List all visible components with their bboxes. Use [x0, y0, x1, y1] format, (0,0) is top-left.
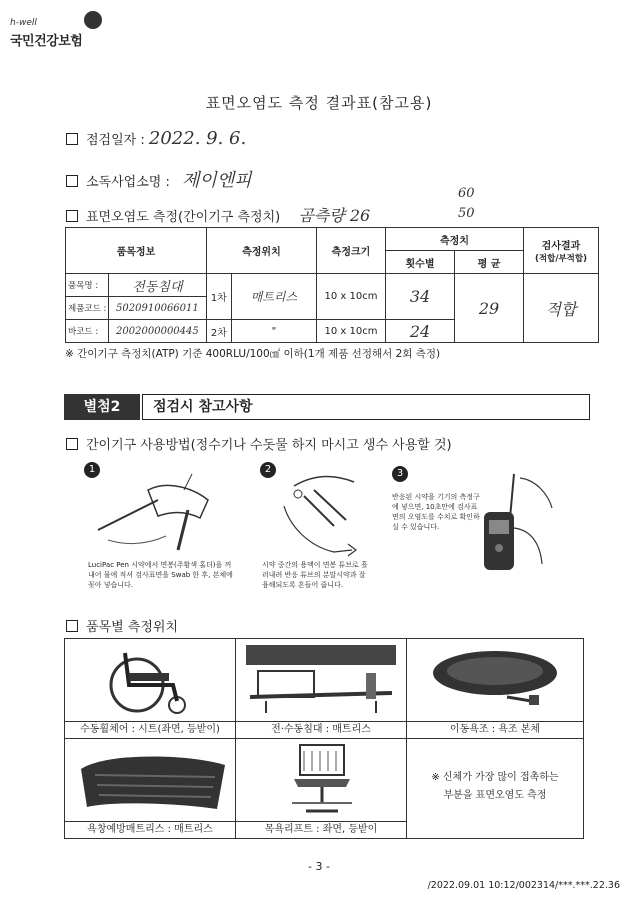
- row1-label: 품목명 :: [66, 274, 109, 297]
- hospital-bed-icon: [236, 639, 406, 721]
- r2-val: 24: [386, 320, 455, 343]
- th-result-main: 검사결과: [541, 241, 581, 252]
- date-value: 2022. 9. 6.: [148, 128, 247, 149]
- checkbox-icon: [66, 175, 78, 187]
- measure-note: 곰측량 26: [298, 206, 371, 225]
- page-title: 표면오염도 측정 결과표(참고용): [205, 94, 433, 112]
- measure-label: 표면오염도 측정(간이기구 측정치): [86, 210, 281, 225]
- checkbox-icon: [66, 620, 78, 632]
- step-2-badge: 2: [260, 462, 276, 478]
- step-3-caption: 반응된 시약을 기기의 측정구에 넣으면, 10초만에 검사표면의 오염도를 수치로 확인하실 수 있습니다.: [392, 493, 480, 531]
- grid-caption-4: 욕창예방매트리스 : 매트리스: [65, 821, 235, 838]
- company-label: 소독사업소명 :: [86, 175, 170, 190]
- bath-lift-icon: [236, 739, 406, 821]
- r2-size: 10 x 10cm: [317, 320, 386, 343]
- swab-hand-illustration: [88, 470, 228, 556]
- grid-caption-2: 전·수동침대 : 매트리스: [236, 721, 406, 738]
- grid-cell-bed: [236, 639, 407, 739]
- row3-label: 바코드 :: [66, 320, 109, 343]
- th-result: [524, 228, 599, 274]
- result-table: [65, 227, 599, 343]
- usage-row: [66, 434, 452, 453]
- company-row: [66, 166, 252, 192]
- r1-loc: 매트리스: [231, 274, 316, 320]
- usage-title: 간이기구 사용방법(정수기나 수돗물 하지 마시고 생수 사용할 것): [86, 438, 452, 453]
- wheelchair-icon: [65, 639, 235, 721]
- shake-illustration: [264, 466, 380, 558]
- page-number: - 3 -: [308, 860, 330, 873]
- grid-note-line2: 부분을 표면오염도 측정: [443, 790, 547, 801]
- portable-tub-icon: [407, 639, 583, 721]
- criteria-note: ※ 간이기구 측정치(ATP) 기준 400RLU/100㎠ 이하(1개 제품 선정해서 2회 측정): [65, 348, 441, 360]
- row3-value: 2002000000445: [109, 320, 207, 343]
- section-tag: 별첨2: [64, 394, 140, 420]
- grid-caption-3: 이동욕조 : 욕조 본체: [407, 721, 583, 738]
- r2-idx: 2차: [206, 320, 231, 343]
- step-1-caption: LuciPac Pen 시약에서 면봉(주황색 홀더)을 꺼내어 물에 적셔 검사표면을 Swab 한 후, 본체에 꽂아 넣습니다.: [88, 561, 233, 589]
- grid-caption-1: 수동휠체어 : 시트(좌면, 등받이): [65, 721, 235, 738]
- th-size: 측정크기: [317, 228, 386, 274]
- grid-caption-5: 목욕리프트 : 좌면, 등받이: [236, 821, 406, 838]
- avg-value: 29: [455, 274, 524, 343]
- position-row: [66, 616, 178, 635]
- th-value: 측정치: [386, 228, 524, 251]
- row1-value: 전동침대: [109, 274, 207, 297]
- step-1-badge: 1: [84, 462, 100, 478]
- r1-idx: 1차: [206, 274, 231, 320]
- row2-value: 5020910066011: [109, 297, 207, 320]
- checkbox-icon: [66, 438, 78, 450]
- step-2-caption: 시약 중간의 용액이 면봉 튜브로 흘러내려 반응 튜브의 분말시약과 잘 융해되도록 흔들어 줍니다.: [262, 561, 368, 589]
- r1-val: 34: [386, 274, 455, 320]
- th-result-sub: (적합/부적합): [535, 254, 587, 264]
- grid-cell-mattress: [65, 739, 236, 839]
- th-product: 품목정보: [66, 228, 207, 274]
- item-grid: [64, 638, 584, 839]
- air-mattress-icon: [65, 739, 235, 821]
- step-3-badge: 3: [392, 466, 408, 482]
- fax-header: /2022.09.01 10:12/002314/***.***.22.36: [427, 880, 620, 891]
- brand-logo-text: 국민건강보험: [10, 34, 83, 49]
- grid-cell-wheelchair: [65, 639, 236, 739]
- grid-note-line1: ※ 신체가 가장 많이 접촉하는: [431, 772, 559, 783]
- grid-cell-lift: [236, 739, 407, 839]
- position-title: 품목별 측정위치: [86, 620, 179, 635]
- th-location: 측정위치: [206, 228, 316, 274]
- r1-size: 10 x 10cm: [317, 274, 386, 320]
- th-each: 횟수별: [386, 251, 455, 274]
- company-value: 제이엔피: [182, 170, 252, 191]
- section-title: 점검시 참고사항: [142, 394, 590, 420]
- measure-row: [66, 203, 370, 226]
- date-label: 점검일자 :: [86, 133, 145, 148]
- brand-small: h-well: [10, 18, 37, 28]
- th-avg: 평 균: [455, 251, 524, 274]
- checkbox-icon: [66, 133, 78, 145]
- measure-note3: 50: [458, 206, 475, 221]
- date-row: [66, 128, 246, 149]
- heart-logo-icon: [84, 11, 102, 29]
- r2-loc: ": [231, 320, 316, 343]
- row2-label: 제품코드 :: [66, 297, 109, 320]
- atp-meter-illustration: [470, 468, 560, 578]
- measure-note2: 60: [458, 186, 475, 201]
- result-value: 적합: [524, 274, 599, 343]
- grid-cell-tub: [407, 639, 584, 739]
- checkbox-icon: [66, 210, 78, 222]
- grid-cell-note: [407, 739, 584, 839]
